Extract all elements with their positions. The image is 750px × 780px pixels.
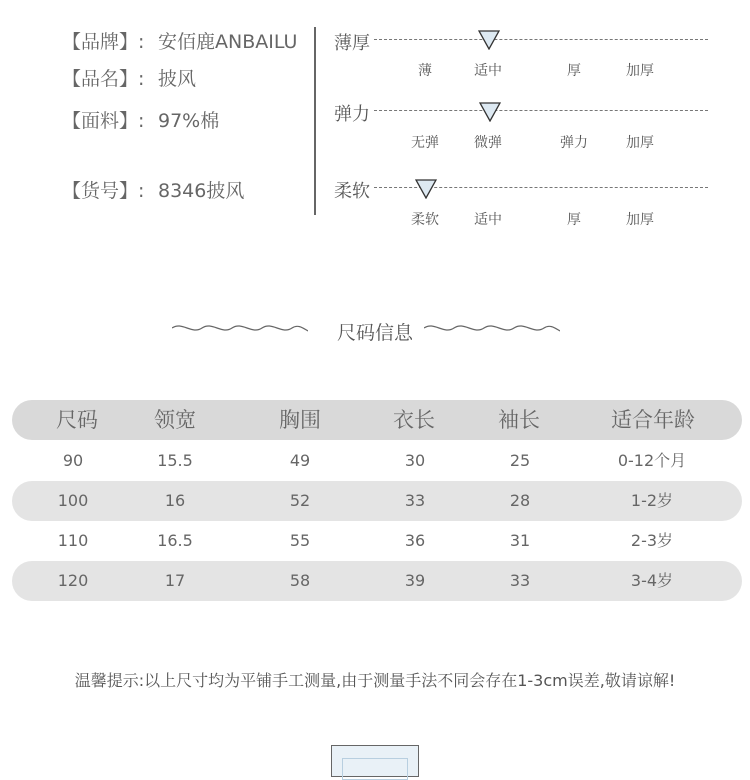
thickness-option: 薄 [418,63,432,79]
vertical-divider [314,27,316,215]
table-row [12,481,742,521]
header-collar-width: 领宽 [154,408,196,432]
cell-age: 2-3岁 [630,531,674,550]
fabric-label: 【面料】: [62,110,145,132]
cell-sleeve: 31 [509,531,531,550]
cell-age: 3-4岁 [630,571,674,590]
cell-length: 39 [404,571,426,590]
header-sleeve: 袖长 [498,408,540,432]
elasticity-option: 微弹 [474,135,502,151]
thickness-option: 厚 [567,63,581,79]
cell-sleeve: 28 [509,491,531,510]
cell-size: 90 [62,451,84,470]
cell-sleeve: 33 [509,571,531,590]
thickness-selected-marker-icon [478,30,500,50]
elasticity-option: 弹力 [560,135,588,151]
table-row [12,561,742,601]
elasticity-option: 无弹 [411,135,439,151]
cell-collar-width: 15.5 [157,451,193,470]
table-row [12,521,742,561]
table-row [12,441,742,481]
cell-length: 30 [404,451,426,470]
thumbnail-inner-frame [342,758,408,780]
cell-collar-width: 16 [164,491,186,510]
softness-option: 加厚 [626,212,654,228]
cell-chest: 58 [289,571,311,590]
softness-scale-title: 柔软 [334,181,370,202]
product-name-row [62,64,196,91]
header-length: 衣长 [393,408,435,432]
product-name-label: 【品名】: [62,68,145,90]
thickness-scale-title: 薄厚 [334,33,370,54]
elasticity-selected-marker-icon [479,102,501,122]
item-number-row [62,176,244,203]
item-number-label: 【货号】: [62,180,145,202]
cell-collar-width: 17 [164,571,186,590]
measurement-note: 温馨提示:以上尺寸均为平铺手工测量,由于测量手法不同会存在1-3cm误差,敬请谅解! [74,671,676,690]
thumbnail-frame[interactable] [331,745,419,777]
brand-label: 【品牌】: [62,31,145,53]
cell-age: 1-2岁 [630,491,674,510]
elasticity-scale-title: 弹力 [334,104,370,125]
softness-selected-marker-icon [415,179,437,199]
brand-value: 安佰鹿ANBAILU [158,31,298,53]
thickness-scale-line [374,39,708,40]
cell-length: 36 [404,531,426,550]
cell-size: 100 [57,491,89,510]
thickness-option: 适中 [474,63,502,79]
cell-collar-width: 16.5 [157,531,193,550]
fabric-row [62,106,219,133]
product-name-value: 披风 [158,68,197,90]
softness-option: 厚 [567,212,581,228]
cell-chest: 52 [289,491,311,510]
softness-option: 柔软 [411,212,439,228]
table-header-row [12,400,742,440]
cell-age: 0-12个月 [617,451,687,470]
thickness-option: 加厚 [626,63,654,79]
right-wave-ornament-icon [424,322,560,338]
elasticity-scale-line [374,110,708,111]
elasticity-option: 加厚 [626,135,654,151]
fabric-value: 97%棉 [158,110,220,132]
size-section-title: 尺码信息 [336,322,413,344]
cell-sleeve: 25 [509,451,531,470]
cell-chest: 55 [289,531,311,550]
header-age: 适合年龄 [611,408,695,432]
header-size: 尺码 [56,408,98,432]
cell-chest: 49 [289,451,311,470]
item-number-value: 8346披风 [158,180,245,202]
brand-row [62,27,297,54]
cell-length: 33 [404,491,426,510]
cell-size: 110 [57,531,89,550]
softness-option: 适中 [474,212,502,228]
header-chest: 胸围 [279,408,321,432]
cell-size: 120 [57,571,89,590]
